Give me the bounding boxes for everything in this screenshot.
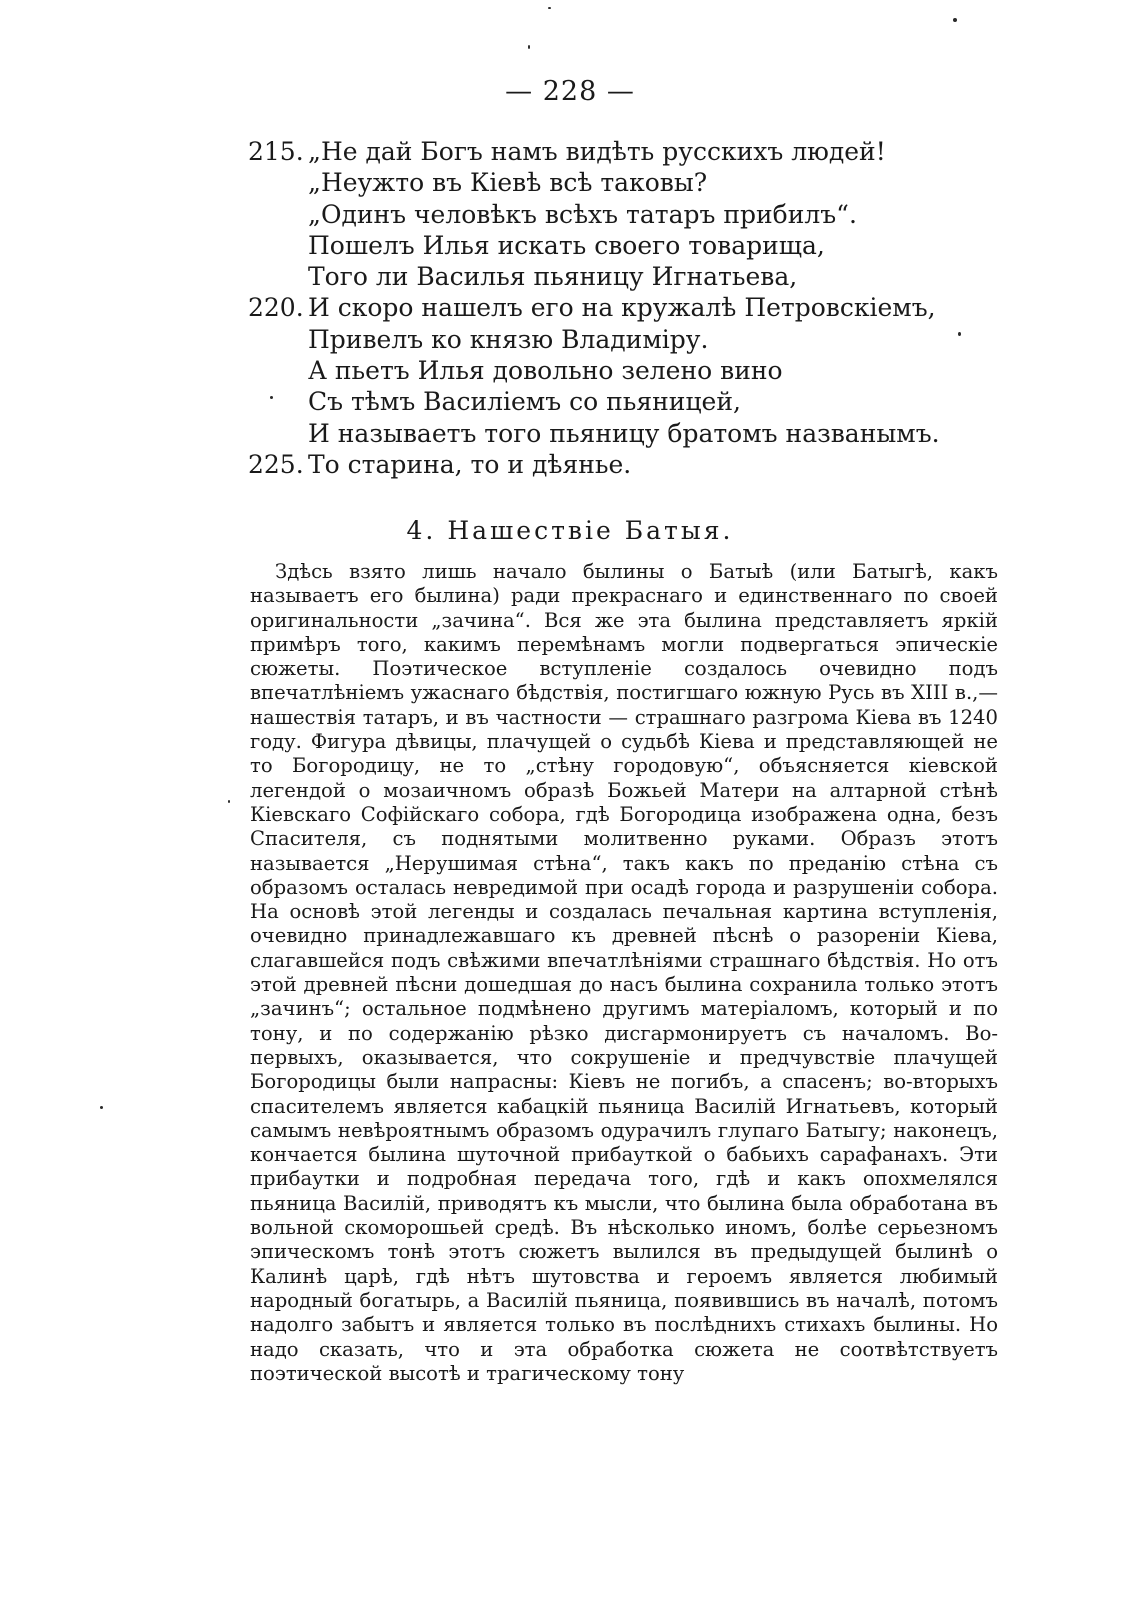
scan-speck	[953, 18, 957, 22]
verse-line	[248, 449, 968, 480]
verse-line	[248, 355, 968, 386]
verse-line	[248, 167, 968, 198]
scan-speck	[228, 800, 230, 803]
scan-speck	[958, 332, 961, 336]
page-number: — 228 —	[505, 76, 635, 107]
verse-text: И называетъ того пьяницу братомъ названымъ.	[308, 418, 940, 448]
line-number: 220.	[248, 293, 304, 323]
verse-text: И скоро нашелъ его на кружалѣ Петровскіемъ,	[308, 293, 936, 323]
verse-block	[248, 136, 968, 480]
verse-text: „Не дай Богъ намъ видѣть русскихъ людей!	[308, 137, 886, 166]
verse-line	[248, 324, 968, 355]
verse-line	[248, 261, 968, 292]
scan-speck	[528, 45, 530, 49]
line-number: 225.	[248, 449, 304, 479]
scan-speck	[548, 7, 551, 9]
scan-speck	[100, 1106, 103, 1109]
verse-line	[248, 386, 968, 417]
verse-line	[248, 230, 968, 261]
verse-text: „Неужто въ Кіевѣ всѣ таковы?	[308, 168, 708, 198]
scan-speck	[270, 396, 273, 399]
verse-text: Пошелъ Илья искать своего товарища,	[308, 230, 825, 260]
verse-line	[248, 136, 968, 167]
section-title: 4. Нашествіе Батыя.	[406, 516, 734, 545]
commentary-paragraph: Здѣсь взято лишь начало былины о Батыѣ (или Батыгѣ, какъ называетъ его былина) ради прекраснаго и единственнаго по своей оригинальности „зачина“. Вся же эта былина представляетъ яркій примѣръ того, какимъ перемѣнамъ могли подвергаться эпическіе сюжеты. Поэтическое вступленіе создалось очевидно подъ впечатлѣніемъ ужаснаго бѣдствія, постигшаго южную Русь въ XIII в.,— нашествія татаръ, и въ частности — страшнаго разгрома Кіева въ 1240 году. Фигура дѣвицы, плачущей о судьбѣ Кіева и представляющей не то Богородицу, не то „стѣну городовую“, объясняется кіевской легендой о мозаичномъ образѣ Божьей Матери на алтарной стѣнѣ Кіевскаго Софійскаго собора, гдѣ Богородица изображена одна, безъ Спасителя, съ поднятыми молитвенно руками. Образъ этотъ называется „Нерушимая стѣна“, такъ какъ по преданію стѣна съ образомъ осталась невредимой при осадѣ города и разрушеніи собора. На основѣ этой легенды и создалась печальная картина вступленія, очевидно принадлежавшаго къ древней пѣснѣ о разореніи Кіева, слагавшейся подъ свѣжими впечатлѣніями страшнаго бѣдствія. Но отъ этой древней пѣсни дошедшая до насъ былина сохранила только этотъ „зачинъ“; остальное подмѣнено другимъ матеріаломъ, который и по тону, и по содержанію рѣзко дисгармонируетъ съ началомъ. Во-первыхъ, оказывается, что сокрушеніе и предчувствіе плачущей Богородицы были напрасны: Кіевъ не погибъ, а спасенъ; во-вторыхъ спасителемъ является кабацкій пьяница Василій Игнатьевъ, который самымъ невѣроятнымъ образомъ одурачилъ глупаго Батыгу; наконецъ, кончается былина шуточной прибауткой о бабьихъ сарафанахъ. Эти прибаутки и подробная передача того, гдѣ и какъ опохмелялся пьяница Василій, приводятъ къ мысли, что былина была обработана въ вольной скоморошьей средѣ. Въ нѣсколько иномъ, болѣе серьезномъ эпическомъ тонѣ этотъ сюжетъ вылился въ предыдущей былинѣ о Калинѣ царѣ, гдѣ нѣтъ шутовства и героемъ является любимый народный богатырь, а Василій пьяница, появившись въ началѣ, потомъ надолго забытъ и является только въ послѣднихъ стихахъ былины. Но надо сказать, что и эта обработка сюжета не соотвѣтствуетъ поэтической высотѣ и трагическому тону	[250, 560, 998, 1385]
verse-text: Привелъ ко князю Владиміру.	[308, 324, 709, 354]
verse-text: „Одинъ человѣкъ всѣхъ татаръ прибилъ“.	[308, 199, 857, 229]
verse-text: Съ тѣмъ Василіемъ со пьяницей,	[308, 387, 741, 417]
verse-text: Того ли Василья пьяницу Игнатьева,	[308, 262, 798, 292]
verse-line	[248, 418, 968, 449]
verse-line	[248, 292, 968, 323]
verse-line	[248, 199, 968, 230]
verse-text: А пьетъ Илья довольно зелено вино	[308, 356, 783, 386]
line-number: 215.	[248, 137, 304, 166]
verse-text: То старина, то и дѣянье.	[308, 449, 632, 479]
